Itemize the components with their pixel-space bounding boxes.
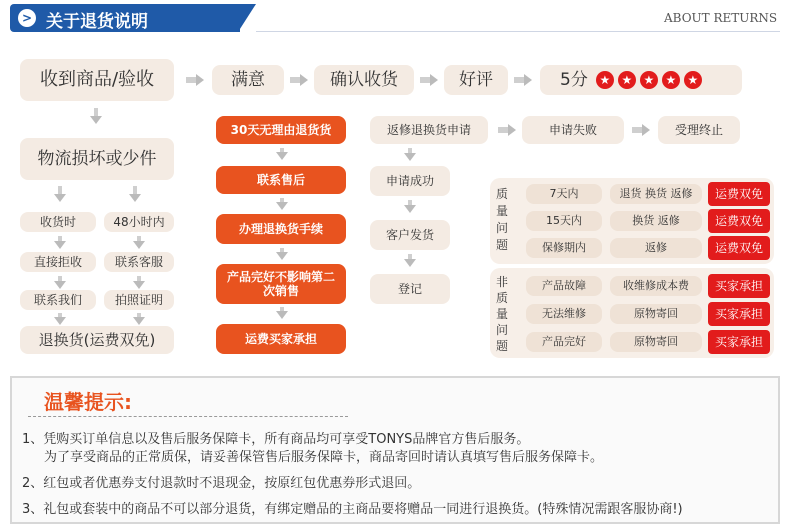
step-photo-proof: 拍照证明: [104, 290, 174, 310]
header-divider: [256, 31, 780, 32]
step-receive-check: 收到商品/验收: [20, 59, 174, 101]
arrow-down-icon: [404, 205, 416, 213]
step-product-intact: 产品完好不影响第二次销售: [216, 264, 346, 304]
step-five-points: [540, 65, 742, 95]
star-icon: ★: [684, 71, 702, 89]
step-repair-request: 返修退换货申请: [370, 116, 488, 144]
arrow-right-icon: [508, 124, 516, 136]
step-contact-support: 联系客服: [104, 252, 174, 272]
non-quality-row-fee: 买家承担: [708, 274, 770, 298]
tip-line-1b: 为了享受商品的正常质保，请妥善保管售后服务保障卡，商品寄回时请认真填写售后服务保障卡。: [44, 450, 604, 465]
star-icon: ★: [618, 71, 636, 89]
arrow-right-icon: [524, 74, 532, 86]
page-title: 关于退货说明: [46, 12, 148, 32]
quality-row-service: 退货 换货 返修: [610, 184, 702, 204]
quality-row-period: 15天内: [526, 211, 602, 231]
step-good-review: 好评: [444, 65, 508, 95]
arrow-down-icon: [276, 311, 288, 319]
arrow-down-icon: [404, 259, 416, 267]
step-48-hours: 48小时内: [104, 212, 174, 232]
arrow-down-icon: [54, 194, 66, 202]
step-confirm-receipt: 确认收货: [314, 65, 414, 95]
step-30-day-return: 30天无理由退货货: [216, 116, 346, 144]
quality-row-period: 保修期内: [526, 238, 602, 258]
step-satisfied: 满意: [212, 65, 284, 95]
arrow-down-icon: [276, 202, 288, 210]
step-customer-ships: 客户发货: [370, 220, 450, 250]
tip-line-1: 1、凭购买订单信息以及售后服务保障卡，所有商品均可享受TONYS品牌官方售后服务。: [22, 432, 530, 447]
non-quality-row-service: 收维修成本费: [610, 276, 702, 296]
arrow-down-icon: [54, 281, 66, 289]
quality-row-fee: 运费双免: [708, 236, 770, 260]
tip-line-3: 3、礼包或套装中的商品不可以部分退货，有绑定赠品的主商品要将赠品一同进行退换货。(特殊情况需跟客服协商!): [22, 502, 683, 517]
non-quality-row-period: 无法维修: [526, 304, 602, 324]
tips-title-underline: [28, 416, 348, 417]
tips-title: 温馨提示:: [44, 390, 132, 414]
quality-row-fee: 运费双免: [708, 209, 770, 233]
arrow-down-icon: [133, 317, 145, 325]
five-points-label: 5分: [560, 69, 588, 90]
step-request-success: 申请成功: [370, 166, 450, 196]
step-return-exchange-free: 退换货(运费双免): [20, 326, 174, 354]
non-quality-row-fee: 买家承担: [708, 330, 770, 354]
arrow-down-icon: [133, 281, 145, 289]
step-request-failed: 申请失败: [522, 116, 624, 144]
arrow-down-icon: [276, 152, 288, 160]
quality-row-service: 换货 返修: [610, 211, 702, 231]
step-register: 登记: [370, 274, 450, 304]
quality-row-period: 7天内: [526, 184, 602, 204]
header-chevron-icon: >: [18, 9, 36, 27]
non-quality-row-period: 产品完好: [526, 332, 602, 352]
arrow-down-icon: [90, 116, 102, 124]
tip-line-2: 2、红包或者优惠券支付退款时不退现金，按原红包优惠券形式退回。: [22, 476, 421, 491]
arrow-down-icon: [133, 241, 145, 249]
arrow-down-icon: [54, 241, 66, 249]
step-contact-us: 联系我们: [20, 290, 96, 310]
non-quality-row-service: 原物寄回: [610, 304, 702, 324]
star-icon: ★: [640, 71, 658, 89]
step-reject-directly: 直接拒收: [20, 252, 96, 272]
arrow-right-icon: [430, 74, 438, 86]
header-bar-tail: [238, 4, 256, 32]
arrow-right-icon: [196, 74, 204, 86]
step-terminated: 受理终止: [658, 116, 740, 144]
step-on-receipt: 收货时: [20, 212, 96, 232]
quality-label: 质量问题: [496, 187, 509, 252]
step-buyer-pays-shipping: 运费买家承担: [216, 324, 346, 354]
step-process-return: 办理退换货手续: [216, 214, 346, 244]
step-contact-after-sales: 联系售后: [216, 166, 346, 194]
step-logistics-damage: 物流损坏或少件: [20, 138, 174, 180]
arrow-down-icon: [276, 252, 288, 260]
quality-row-service: 返修: [610, 238, 702, 258]
arrow-right-icon: [300, 74, 308, 86]
arrow-down-icon: [54, 317, 66, 325]
non-quality-row-service: 原物寄回: [610, 332, 702, 352]
header-english-title: ABOUT RETURNS: [664, 11, 778, 25]
non-quality-row-period: 产品故障: [526, 276, 602, 296]
star-rating: [596, 71, 702, 89]
star-icon: ★: [596, 71, 614, 89]
star-icon: ★: [662, 71, 680, 89]
arrow-down-icon: [404, 153, 416, 161]
arrow-down-icon: [129, 194, 141, 202]
arrow-right-icon: [642, 124, 650, 136]
non-quality-row-fee: 买家承担: [708, 302, 770, 326]
quality-row-fee: 运费双免: [708, 182, 770, 206]
non-quality-label: 非质量问题: [496, 275, 509, 353]
